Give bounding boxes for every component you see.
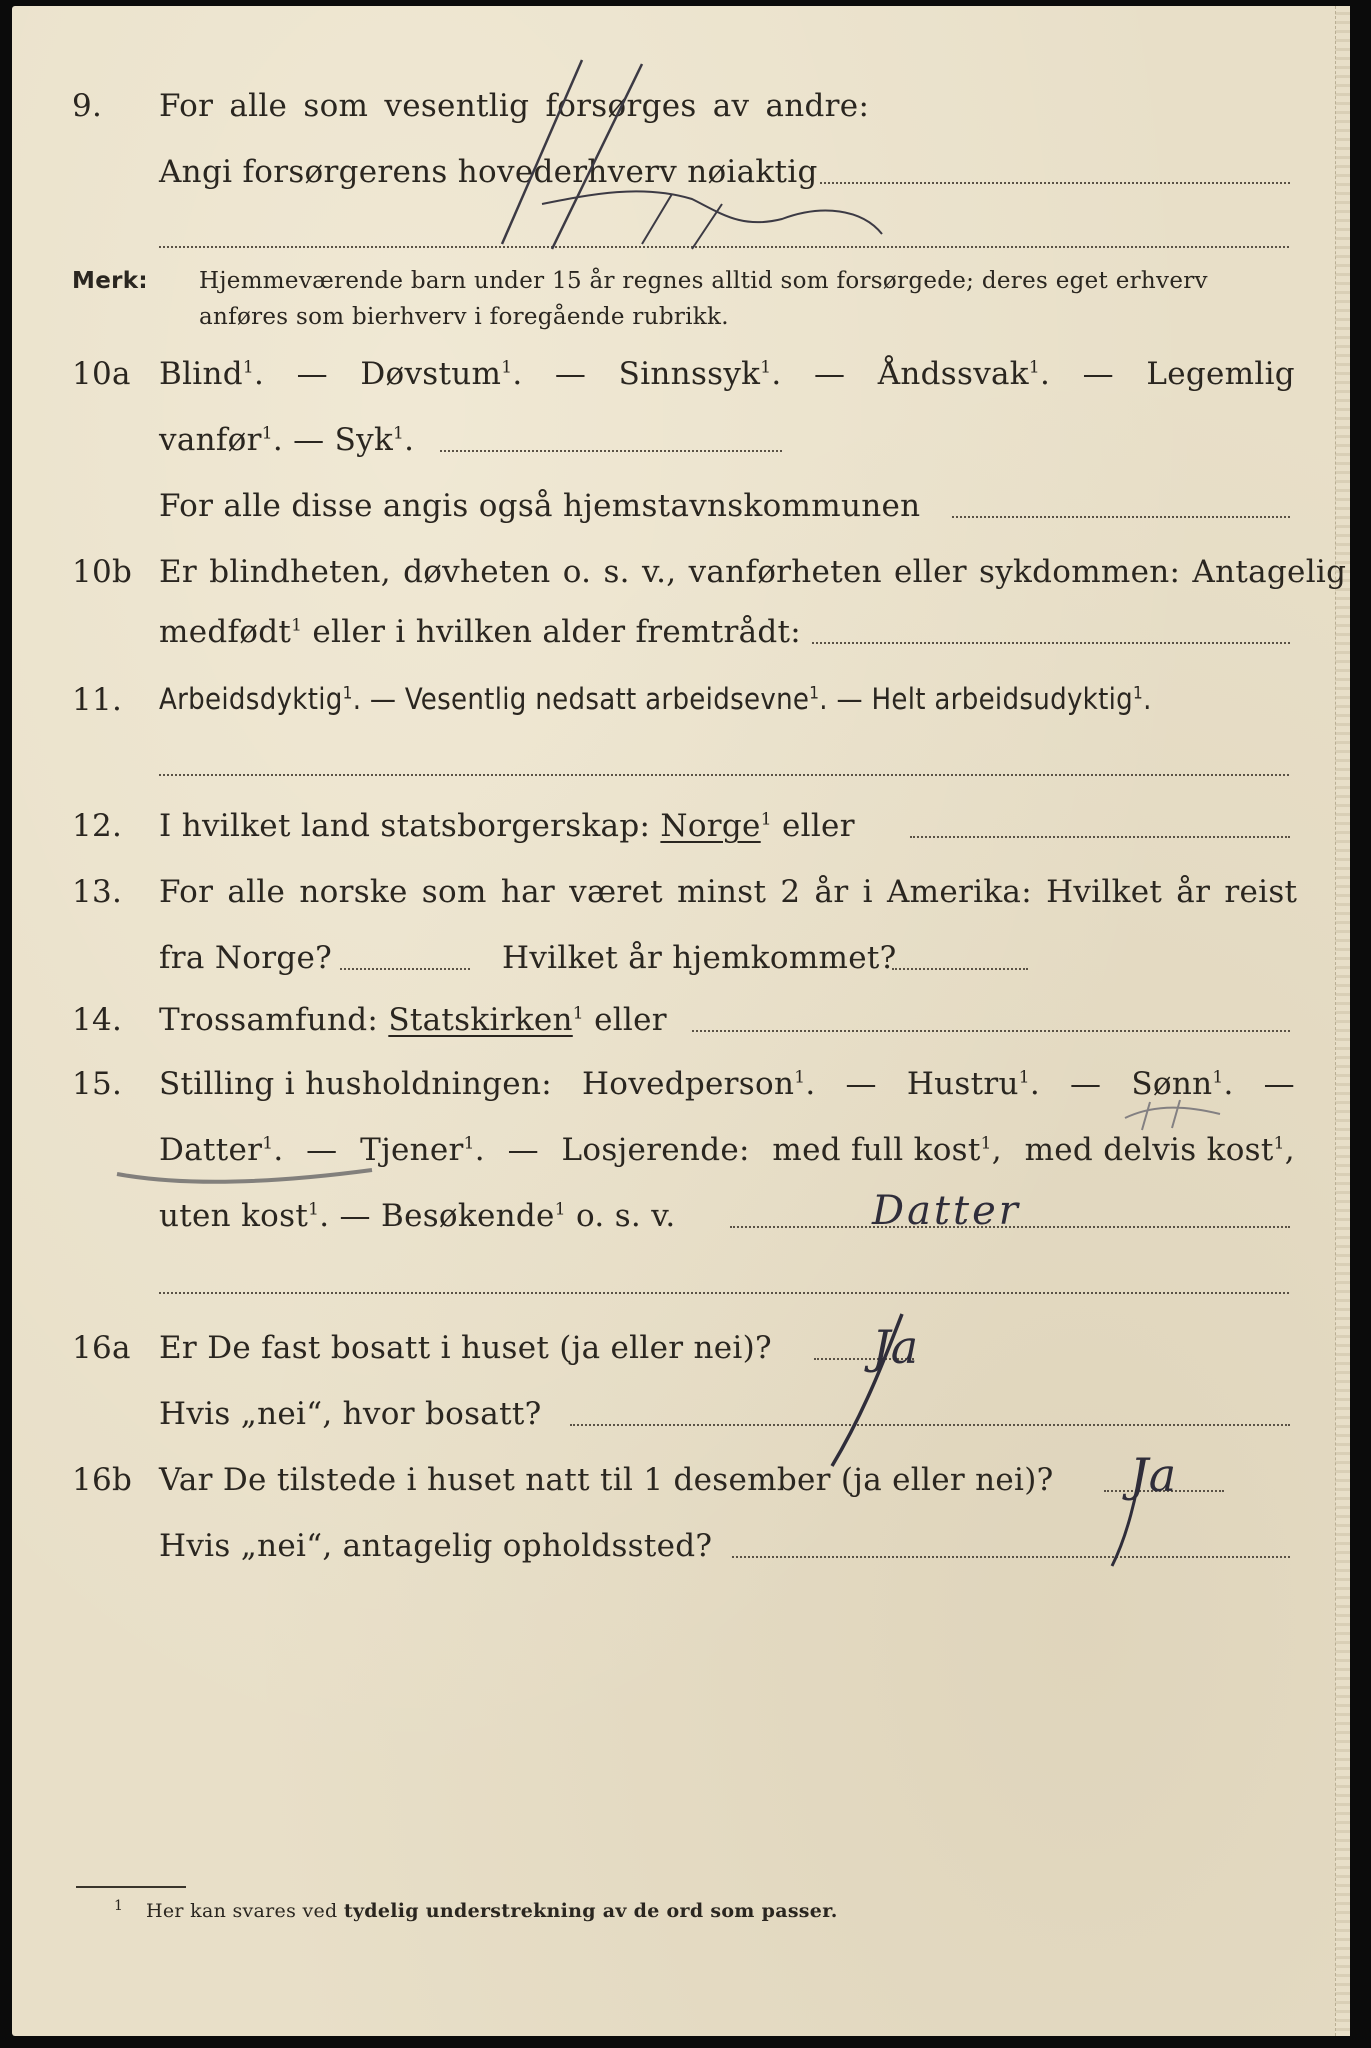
- option-uten-kost[interactable]: uten kost: [159, 1198, 309, 1234]
- handwritten-answer-stilling: Datter: [872, 1188, 1021, 1234]
- option-nedsatt[interactable]: Vesentlig nedsatt arbeidsevne: [404, 682, 810, 716]
- question-text: Stilling i husholdningen: Hovedperson$^1$. — Hustru$^1$. — Sønn$^1$. —: [159, 1066, 1295, 1102]
- note-text: Hjemmeværende barn under 15 år regnes alltid som forsørgede; deres eget erhverv: [199, 268, 1208, 294]
- question-text: For alle som vesentlig forsørges av andre:: [159, 88, 870, 124]
- option-sonn[interactable]: Sønn: [1131, 1066, 1213, 1102]
- answer-line[interactable]: [732, 1556, 1290, 1558]
- note-text: anføres som bierhverv i foregående rubrikk.: [199, 304, 729, 330]
- option-dovstum[interactable]: Døvstum: [360, 356, 502, 392]
- footnote-mark: 1: [114, 1898, 124, 1914]
- handwritten-answer-bosatt: Ja: [872, 1320, 919, 1374]
- question-text: Er De fast bosatt i huset (ja eller nei)?: [159, 1330, 772, 1366]
- pencil-strike: [1120, 1096, 1240, 1136]
- question-text: vanfør$^1$. — Syk$^1$.: [159, 422, 415, 458]
- option-norge[interactable]: Norge: [660, 808, 761, 844]
- option-besokende[interactable]: Besøkende: [381, 1198, 555, 1234]
- option-sinnssyk[interactable]: Sinnssyk: [618, 356, 761, 392]
- question-number: 11.: [72, 682, 123, 718]
- question-text: uten kost$^1$. — Besøkende$^1$ o. s. v.: [159, 1198, 676, 1234]
- question-text: Hvilket år hjemkommet?: [502, 940, 897, 976]
- question-text: Var De tilstede i huset natt til 1 desember (ja eller nei)?: [159, 1462, 1054, 1498]
- option-vanfor[interactable]: vanfør: [159, 422, 262, 458]
- answer-line-reist[interactable]: [340, 968, 470, 970]
- option-blind[interactable]: Blind: [159, 356, 243, 392]
- answer-line[interactable]: [159, 774, 1289, 776]
- question-number: 13.: [72, 874, 123, 910]
- answer-line[interactable]: [692, 1030, 1290, 1032]
- question-text: For alle disse angis også hjemstavnskommunen: [159, 488, 921, 524]
- option-statskirken[interactable]: Statskirken: [388, 1002, 573, 1038]
- answer-line[interactable]: [159, 246, 1289, 248]
- option-hustru[interactable]: Hustru: [906, 1066, 1019, 1102]
- question-number: 15.: [72, 1066, 123, 1102]
- question-text: Arbeidsdyktig$^1$. — Vesentlig nedsatt arbeidsevne$^1$. — Helt arbeidsudyktig$^1$.: [159, 682, 1152, 716]
- question-number: 10b: [72, 554, 133, 590]
- option-arbeidsdyktig[interactable]: Arbeidsdyktig: [159, 682, 343, 716]
- option-syk[interactable]: Syk: [334, 422, 394, 458]
- question-text: Datter$^1$. — Tjener$^1$. — Losjerende: med full kost$^1$, med delvis kost$^1$,: [159, 1132, 1295, 1168]
- answer-line[interactable]: [820, 182, 1290, 184]
- option-delvis-kost[interactable]: med delvis kost: [1024, 1132, 1274, 1168]
- question-text: Angi forsørgerens hovederhverv nøiaktig: [159, 154, 818, 190]
- option-datter[interactable]: Datter: [159, 1132, 263, 1168]
- question-text: Trossamfund: Statskirken$^1$ eller: [159, 1002, 667, 1038]
- answer-line[interactable]: [570, 1424, 1290, 1426]
- option-tjener[interactable]: Tjener: [360, 1132, 464, 1168]
- note-label: Merk:: [72, 268, 148, 294]
- question-number: 16b: [72, 1462, 133, 1498]
- question-number: 14.: [72, 1002, 123, 1038]
- question-text: For alle norske som har været minst 2 år i Amerika: Hvilket år reist: [159, 874, 1298, 910]
- answer-line[interactable]: [952, 516, 1290, 518]
- answer-line[interactable]: [159, 1292, 1289, 1294]
- question-text: medfødt$^1$ eller i hvilken alder fremtrådt:: [159, 614, 802, 650]
- question-text: fra Norge?: [159, 940, 333, 976]
- answer-line[interactable]: [440, 450, 782, 452]
- footnote-text: Her kan svares ved tydelig understrekning av de ord som passer.: [146, 1900, 838, 1922]
- option-full-kost[interactable]: med full kost: [772, 1132, 981, 1168]
- footnote-rule: [76, 1886, 186, 1888]
- option-hovedperson[interactable]: Hovedperson: [581, 1066, 795, 1102]
- answer-line[interactable]: [910, 836, 1290, 838]
- question-text: Hvis „nei“, antagelig opholdssted?: [159, 1528, 713, 1564]
- question-text: Hvis „nei“, hvor bosatt?: [159, 1396, 542, 1432]
- question-text: I hvilket land statsborgerskap: Norge$^1$ eller: [159, 808, 855, 844]
- answer-line-hjemkommet[interactable]: [892, 968, 1028, 970]
- handwritten-answer-tilstede: Ja: [1130, 1448, 1177, 1502]
- answer-line[interactable]: [812, 642, 1290, 644]
- question-number: 10a: [72, 356, 131, 392]
- option-andssvak[interactable]: Åndssvak: [877, 356, 1029, 392]
- question-number: 16a: [72, 1330, 131, 1366]
- question-number: 9.: [72, 88, 103, 124]
- perforated-edge: [1335, 6, 1350, 2036]
- question-number: 12.: [72, 808, 123, 844]
- option-legemlig[interactable]: Legemlig: [1146, 356, 1295, 392]
- question-text: Blind$^1$. — Døvstum$^1$. — Sinnssyk$^1$. — Åndssvak$^1$. — Legemlig: [159, 356, 1295, 392]
- option-medfodt[interactable]: medfødt: [159, 614, 292, 650]
- question-text: Er blindheten, døvheten o. s. v., vanførheten eller sykdommen: Antagelig: [159, 554, 1347, 590]
- census-form-page: [12, 6, 1350, 2036]
- option-udyktig[interactable]: Helt arbeidsudyktig: [871, 682, 1134, 716]
